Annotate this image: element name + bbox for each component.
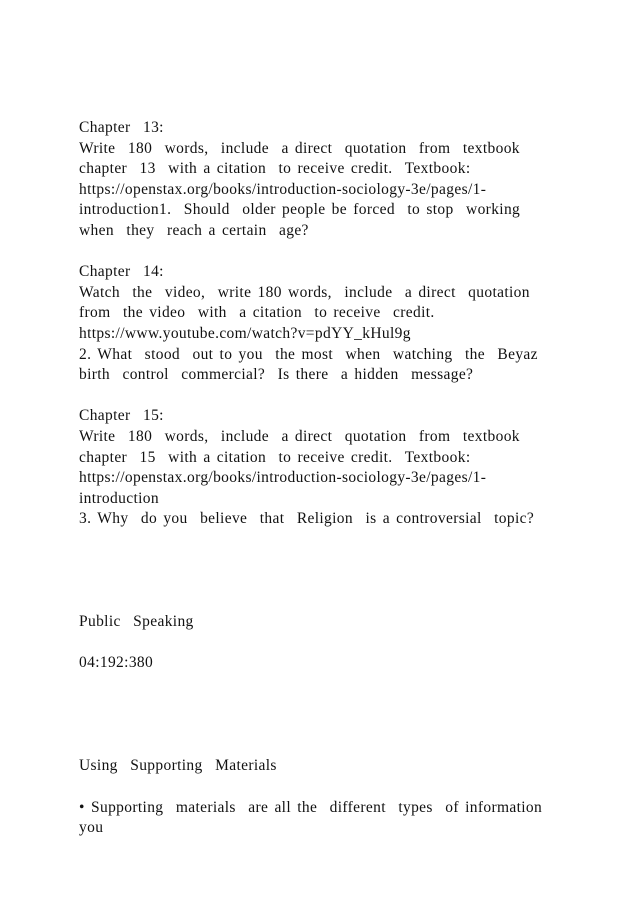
bullet-line: you [79,819,104,837]
spacer [79,736,559,757]
lecture-title: Using Supporting Materials [79,757,277,775]
text-line: chapter 15 with a citation to receive credit. Textbook: [79,448,471,466]
spacer [79,777,559,798]
text-line: Write 180 words, include a direct quotation from textbook [79,139,520,157]
text-line: introduction1. Should older people be forced to stop working [79,201,521,219]
text-line: introduction [79,489,159,507]
text-line: Watch the video, write 180 words, include a direct quotation [79,283,530,301]
textbook-url: https://openstax.org/books/introduction-sociology-3e/pages/1- [79,180,487,198]
text-line: 3. Why do you believe that Religion is a controversial topic? [79,510,535,528]
chapter-15-heading: Chapter 15: [79,407,164,425]
text-line: birth control commercial? Is there a hidden message? [79,366,474,384]
bullet-line: • Supporting materials are all the different types of information [79,798,543,816]
spacer [79,242,559,263]
chapter-14-heading: Chapter 14: [79,263,164,281]
chapter-13-heading: Chapter 13: [79,119,164,136]
text-line: from the video with a citation to receive credit. [79,304,435,322]
spacer [79,633,559,654]
spacer [79,674,559,695]
spacer [79,592,559,613]
chapter-13-section [79,118,559,242]
spacer [79,386,559,407]
text-line: chapter 13 with a citation to receive credit. Textbook: [79,160,471,178]
spacer [79,571,559,592]
spacer [79,550,559,571]
document-text [79,118,559,839]
text-line: 2. What stood out to you the most when watching the Beyaz [79,345,538,363]
textbook-url: https://openstax.org/books/introduction-sociology-3e/pages/1- [79,469,487,487]
spacer [79,695,559,716]
video-url: https://www.youtube.com/watch?v=pdYY_kHul9g [79,324,411,342]
spacer [79,715,559,736]
spacer [79,530,559,551]
text-line: Write 180 words, include a direct quotation from textbook [79,427,520,445]
course-code: 04:192:380 [79,654,154,672]
chapter-14-section [79,262,559,386]
chapter-15-section [79,406,559,530]
course-title: Public Speaking [79,613,194,631]
text-line: when they reach a certain age? [79,221,309,239]
